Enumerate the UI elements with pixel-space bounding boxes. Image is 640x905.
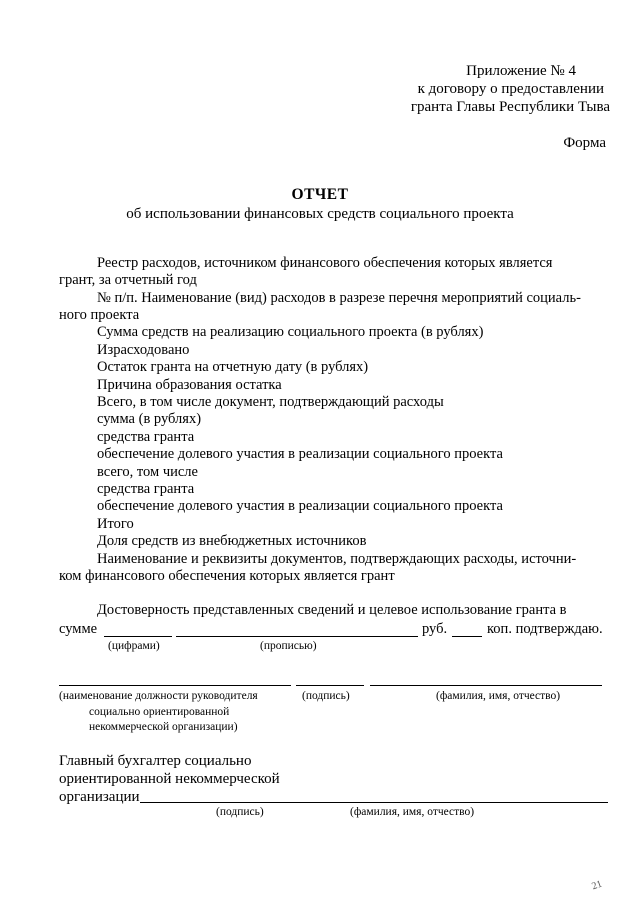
sum-words-line bbox=[176, 636, 418, 637]
body-line-14: средства гранта bbox=[97, 481, 195, 497]
body-line-19: ком финансового обеспечения которых является грант bbox=[59, 568, 395, 584]
figures-hint: (цифрами) bbox=[108, 640, 160, 652]
body-line-18: Наименование и реквизиты документов, подтверждающих расходы, источни- bbox=[97, 551, 577, 567]
body-line-4: ного проекта bbox=[59, 307, 140, 323]
document-title: ОТЧЕТ bbox=[291, 186, 349, 203]
sum-figures-line bbox=[104, 636, 172, 637]
rub-label: руб. bbox=[422, 621, 448, 637]
body-line-16: Итого bbox=[97, 516, 134, 532]
appendix-grant: гранта Главы Республики Тыва bbox=[410, 99, 610, 115]
signature-hint: (подпись) bbox=[302, 690, 350, 702]
position-line bbox=[59, 685, 291, 686]
position-hint: (наименование должности руководителя bbox=[59, 690, 258, 702]
body-line-5: Сумма средств на реализацию социального проекта (в рублях) bbox=[97, 324, 484, 340]
body-line-17: Доля средств из внебюджетных источников bbox=[97, 533, 367, 549]
kop-line bbox=[452, 636, 482, 637]
form-label: Форма bbox=[563, 135, 606, 151]
name-line bbox=[370, 685, 602, 686]
body-line-10: сумма (в рублях) bbox=[97, 411, 202, 427]
position-hint-2: социально ориентированной bbox=[89, 706, 230, 718]
body-line-1: Реестр расходов, источником финансового обеспечения которых является bbox=[97, 255, 553, 271]
appendix-number: Приложение № 4 bbox=[466, 63, 576, 79]
words-hint: (прописью) bbox=[260, 640, 317, 652]
body-line-13: всего, том числе bbox=[97, 464, 198, 480]
accountant-name-hint: (фамилия, имя, отчество) bbox=[350, 806, 475, 818]
accountant-signature-line bbox=[140, 802, 608, 803]
body-line-2: грант, за отчетный год bbox=[59, 272, 197, 288]
document-subtitle: об использовании финансовых средств социального проекта bbox=[126, 206, 514, 222]
corner-mark: 21 bbox=[590, 878, 604, 893]
body-line-7: Остаток гранта на отчетную дату (в рублях) bbox=[97, 359, 369, 375]
body-line-3: № п/п. Наименование (вид) расходов в разрезе перечня мероприятий социаль- bbox=[97, 290, 581, 306]
sum-label: сумме bbox=[59, 621, 98, 637]
position-hint-3: некоммерческой организации) bbox=[89, 721, 238, 733]
kop-confirm: коп. подтверждаю. bbox=[487, 621, 603, 637]
body-line-9: Всего, в том числе документ, подтверждающий расходы bbox=[97, 394, 444, 410]
body-line-8: Причина образования остатка bbox=[97, 377, 282, 393]
accountant-line-1: Главный бухгалтер социально bbox=[59, 753, 252, 769]
body-line-6: Израсходовано bbox=[97, 342, 190, 358]
accountant-line-2: ориентированной некоммерческой bbox=[59, 771, 280, 787]
appendix-contract: к договору о предоставлении bbox=[417, 81, 604, 97]
accountant-line-3: организации bbox=[59, 789, 140, 805]
body-line-15: обеспечение долевого участия в реализации социального проекта bbox=[97, 498, 503, 514]
name-hint: (фамилия, имя, отчество) bbox=[436, 690, 561, 702]
signature-line bbox=[296, 685, 364, 686]
accountant-signature-hint: (подпись) bbox=[216, 806, 264, 818]
confirm-text: Достоверность представленных сведений и целевое использование гранта в bbox=[97, 602, 567, 618]
body-line-11: средства гранта bbox=[97, 429, 195, 445]
body-line-12: обеспечение долевого участия в реализации социального проекта bbox=[97, 446, 503, 462]
